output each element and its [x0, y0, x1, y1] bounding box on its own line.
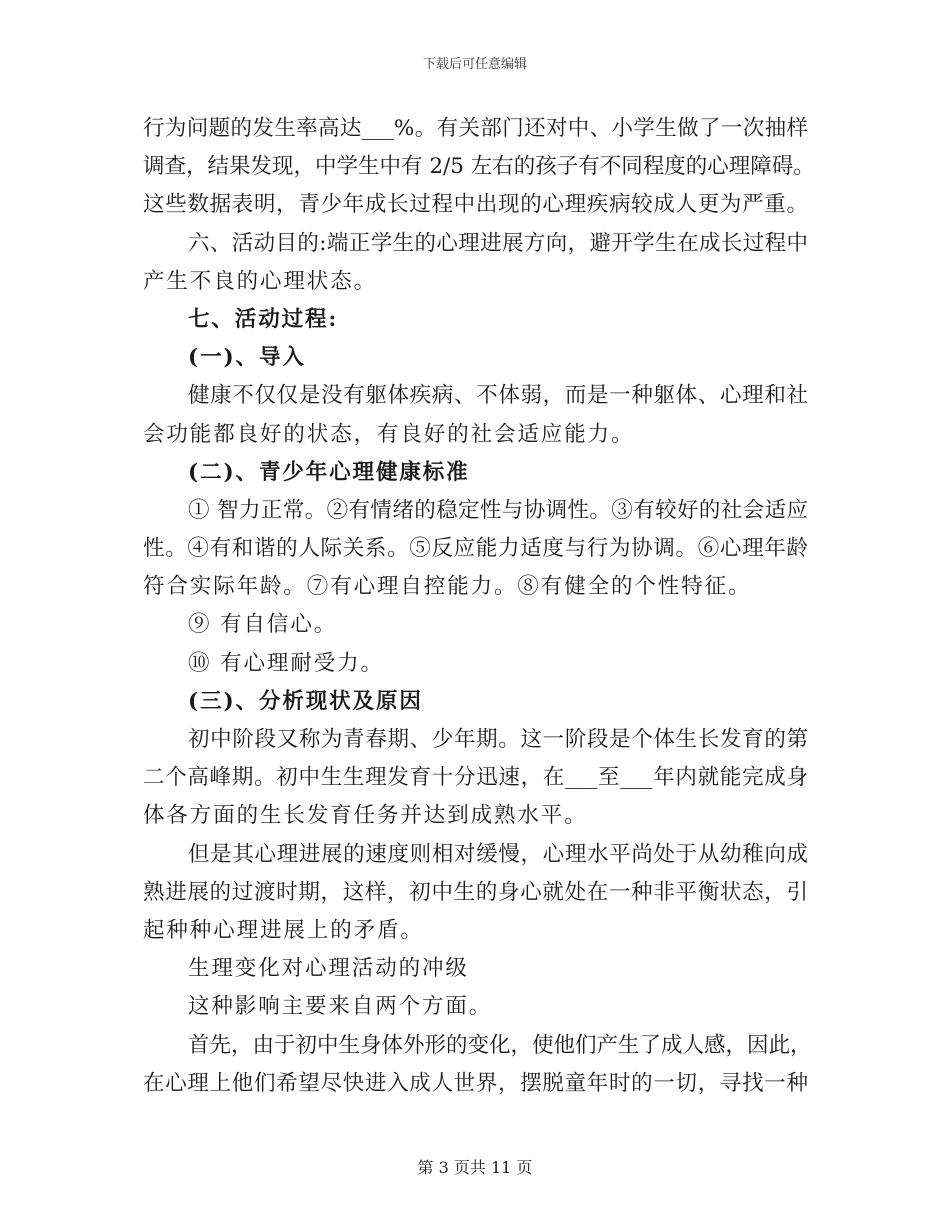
text-line: 健康不仅仅是没有躯体疾病、不体弱，而是一种躯体、心理和社: [188, 383, 808, 409]
page-footer: 第 3 页共 11 页: [417, 1158, 533, 1177]
text-line: 但是其心理进展的速度则相对缓慢，心理水平尚处于从幼稚向成: [188, 841, 808, 867]
text-line: 六、活动目的:端正学生的心理进展方向，避开学生在成长过程中: [188, 230, 808, 256]
text-line: 体各方面的生长发育任务并达到成熟水平。: [143, 803, 588, 829]
text-line: 这种影响主要来自两个方面。: [188, 994, 493, 1020]
text-line: 生理变化对心理活动的冲级: [188, 956, 469, 982]
text-line: 初中阶段又称为青春期、少年期。这一阶段是个体生长发育的第: [188, 727, 808, 752]
text-line: 这些数据表明，青少年成长过程中出现的心理疾病较成人更为严重。: [143, 192, 808, 218]
section-heading: 七、活动过程:: [188, 306, 339, 332]
text-line: 起种种心理进展上的矛盾。: [143, 917, 424, 943]
text-line: 二个高峰期。初中生生理发育十分迅速，在___至___年内就能完成身: [143, 765, 808, 791]
section-heading: (二)、青少年心理健康标准: [188, 459, 470, 485]
document-body: [143, 110, 815, 1103]
section-heading: (三)、分析现状及原因: [188, 688, 423, 714]
text-line: ⑨ 有自信心。: [188, 612, 338, 638]
text-line: ① 智力正常。②有情绪的稳定性与协调性。③有较好的社会适应: [188, 497, 808, 523]
text-line: 会功能都良好的状态，有良好的社会适应能力。: [143, 421, 635, 447]
text-line: 产生不良的心理状态。: [143, 268, 378, 294]
text-line: 行为问题的发生率高达___%。有关部门还对中、小学生做了一次抽样: [143, 116, 808, 141]
text-line: 调查，结果发现，中学生中有 2/5 左右的孩子有不同程度的心理障碍。: [143, 154, 815, 180]
text-line: 性。④有和谐的人际关系。⑤反应能力适度与行为协调。⑥心理年龄: [143, 536, 808, 562]
text-line: 符合实际年龄。⑦有心理自控能力。⑧有健全的个性特征。: [143, 574, 752, 600]
text-line: 首先，由于初中生身体外形的变化，使他们产生了成人感，因此，: [188, 1032, 812, 1058]
text-line: ⑩ 有心理耐受力。: [188, 650, 384, 676]
text-line: 熟进展的过渡时期，这样，初中生的身心就处在一种非平衡状态，引: [143, 879, 808, 905]
page-header: 下载后可任意编辑: [422, 57, 527, 72]
text-line: 在心理上他们希望尽快进入成人世界，摆脱童年时的一切，寻找一种: [143, 1070, 808, 1096]
section-heading: (一)、导入: [188, 345, 306, 371]
